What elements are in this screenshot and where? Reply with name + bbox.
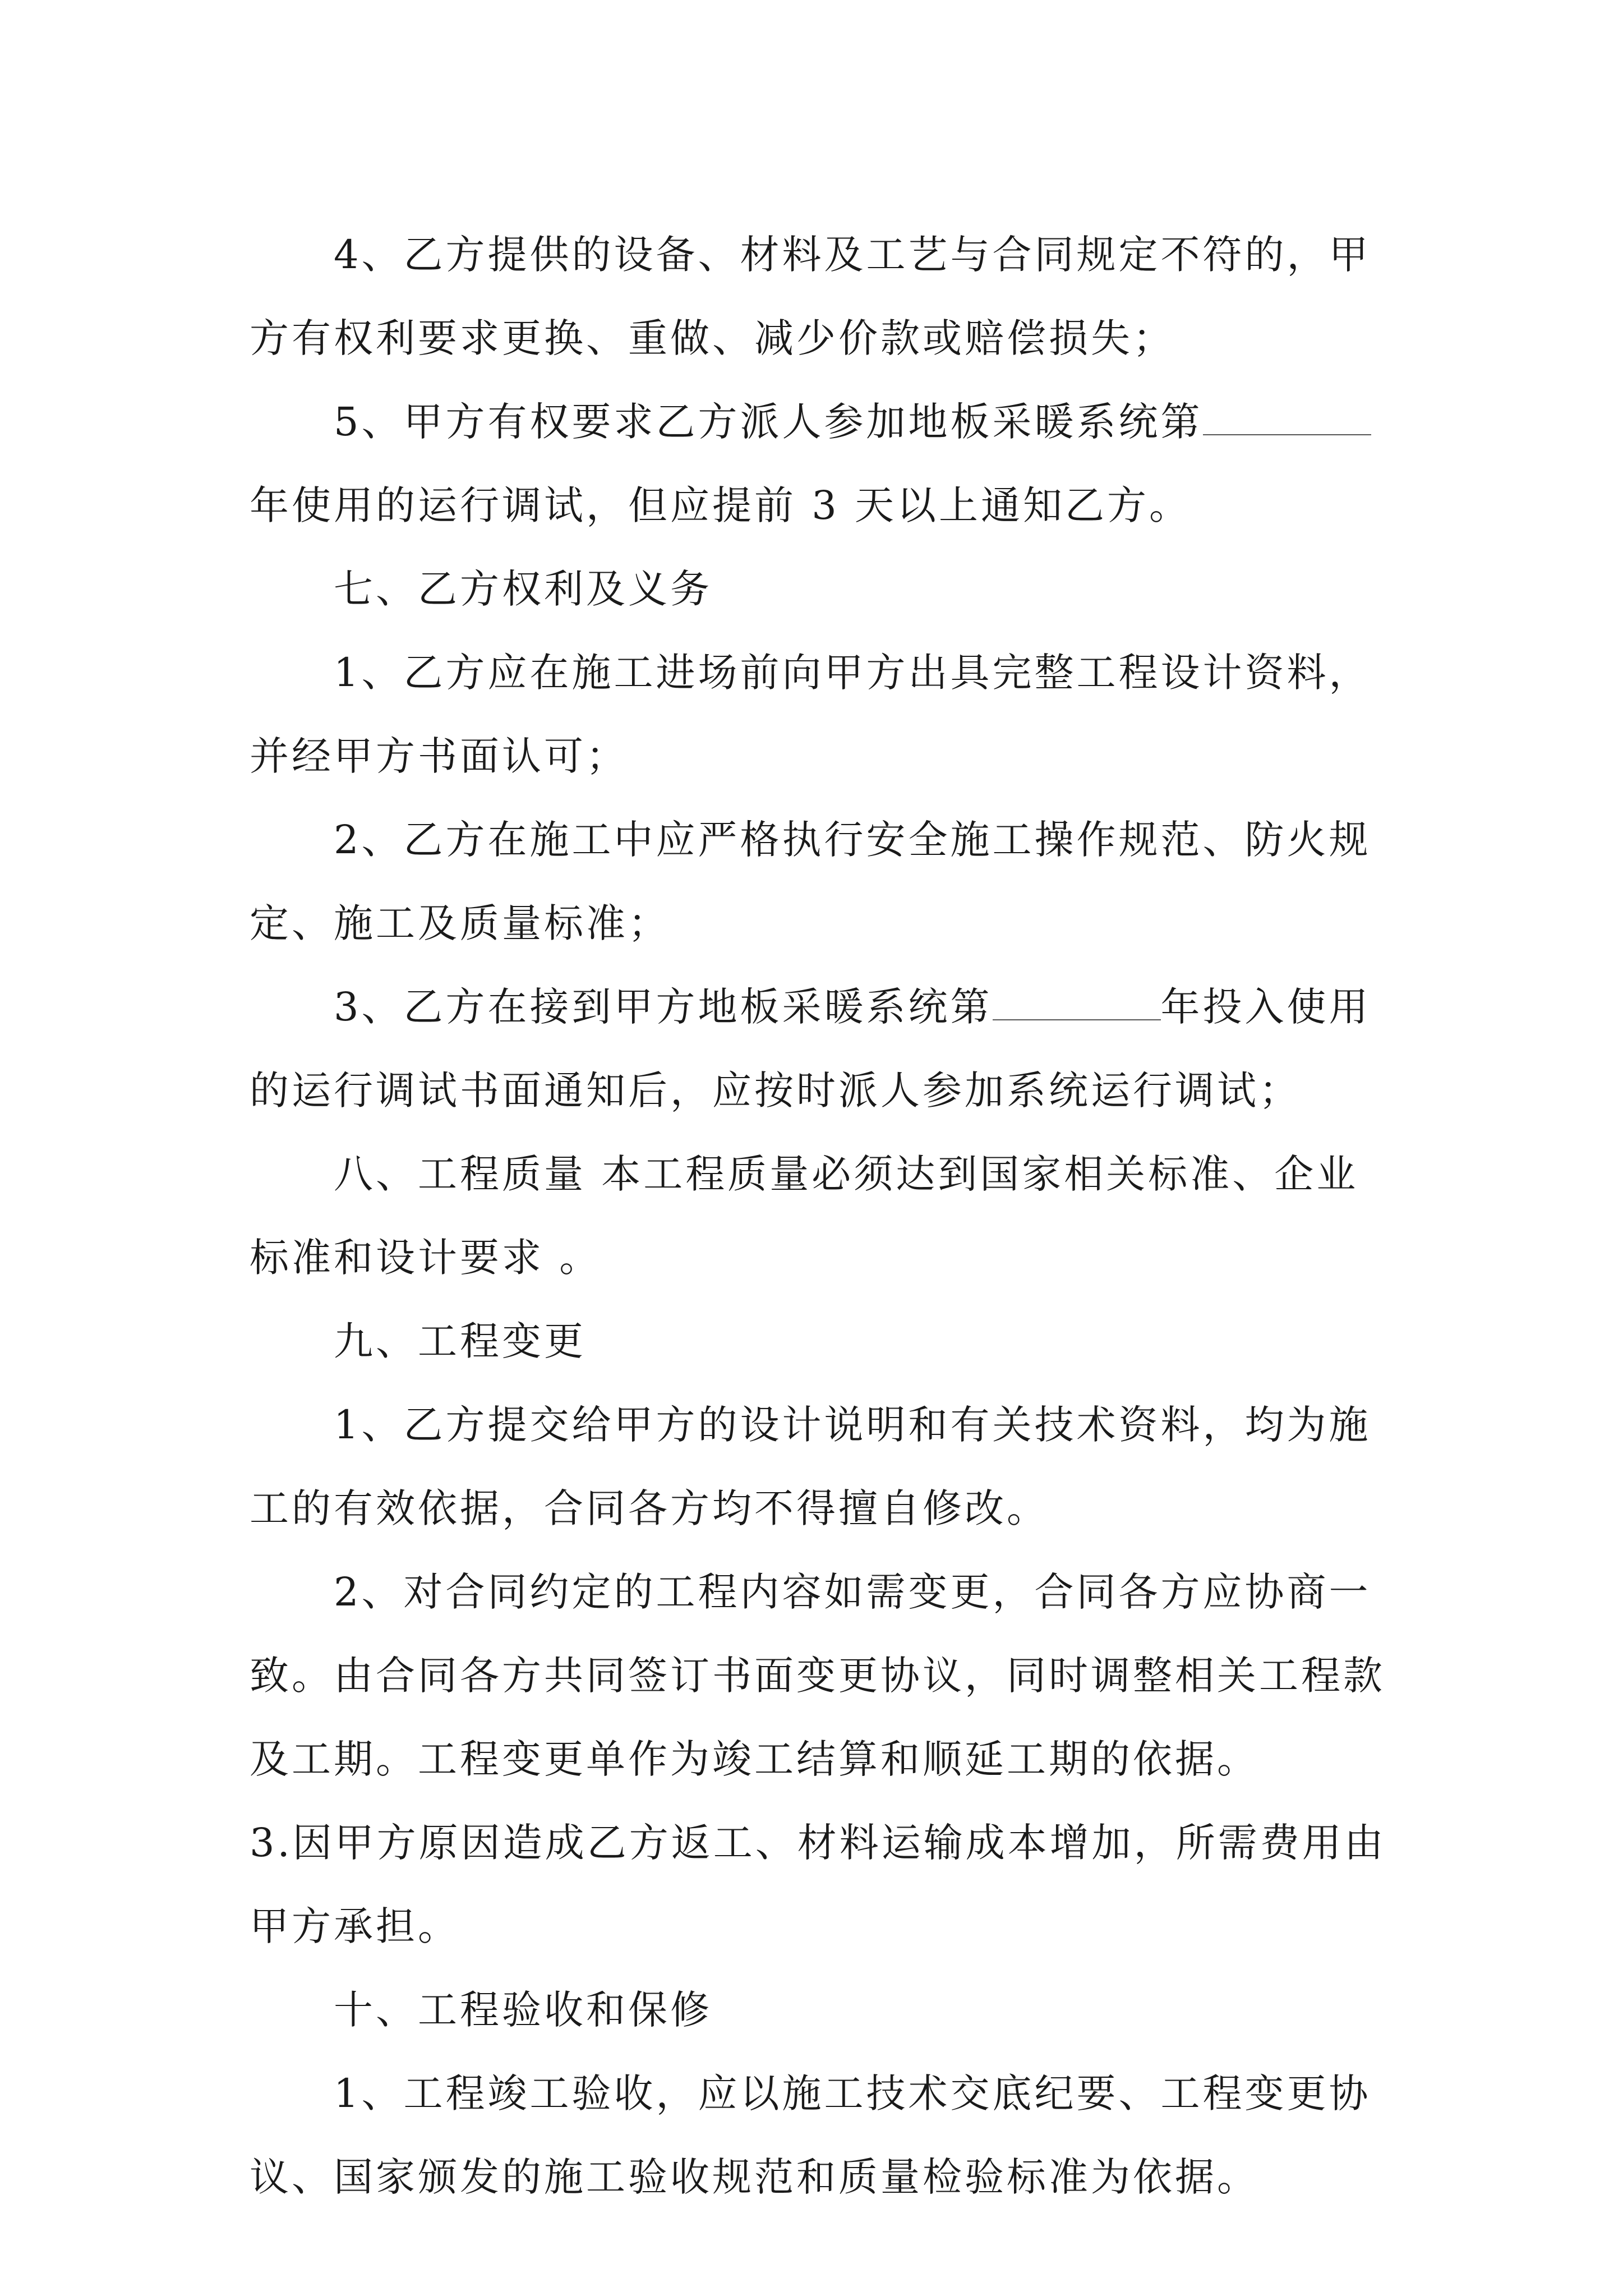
paragraph-change-agreement: 2、对合同约定的工程内容如需变更，合同各方应协商一致。由合同各方共同签订书面变更协议，同时调整相关工程款及工期。工程变更单作为竣工结算和顺延工期的依据。: [250, 1569, 1385, 1782]
paragraph-text: 5、甲方有权要求乙方派人参加地板采暖系统第: [334, 399, 1203, 445]
fill-in-blank: [1203, 395, 1371, 435]
paragraph-text: 年投入使用的运行调试书面通知后，应按时派人参加系统运行调试；: [250, 984, 1371, 1114]
section-heading-party-b-rights: 七、乙方权利及义务: [334, 566, 712, 612]
fill-in-blank: [993, 980, 1161, 1020]
section-heading-changes: 九、工程变更: [334, 1318, 586, 1364]
document-body: [250, 213, 1394, 2219]
paragraph-equipment-nonconformity: 4、乙方提供的设备、材料及工艺与合同规定不符的，甲方有权利要求更换、重做、减少价款或赔偿损失；: [250, 232, 1371, 361]
paragraph-rework-costs: 3.因甲方原因造成乙方返工、材料运输成本增加，所需费用由甲方承担。: [250, 1820, 1386, 1949]
paragraph-completion-acceptance: 1、工程竣工验收，应以施工技术交底纪要、工程变更协议、国家颁发的施工验收规范和质量检验标准为依据。: [250, 2070, 1371, 2200]
paragraph-operation-test-notice: [250, 965, 1394, 1133]
paragraph-technical-documents: 1、乙方提交给甲方的设计说明和有关技术资料，均为施工的有效依据，合同各方均不得擅自修改。: [250, 1402, 1371, 1531]
paragraph-safety-standards: 2、乙方在施工中应严格执行安全施工操作规范、防火规定、施工及质量标准；: [250, 817, 1371, 946]
paragraph-design-materials: 1、乙方应在施工进场前向甲方出具完整工程设计资料，并经甲方书面认可；: [250, 650, 1371, 779]
section-heading-quality: 八、工程质量 本工程质量必须达到国家相关标准、企业标准和设计要求 。: [250, 1151, 1359, 1281]
paragraph-operation-test-request: [250, 380, 1394, 547]
paragraph-text: 年使用的运行调试，但应提前 3 天以上通知乙方。: [250, 482, 1192, 528]
paragraph-text: 3、乙方在接到甲方地板采暖系统第: [334, 984, 993, 1030]
section-heading-acceptance-warranty: 十、工程验收和保修: [334, 1987, 712, 2033]
